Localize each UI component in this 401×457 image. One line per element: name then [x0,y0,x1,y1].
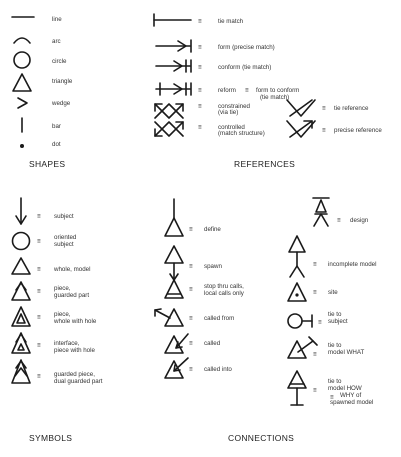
symbol-label-oriented: oriented [54,234,77,241]
triangle-shape-icon [13,74,31,91]
spawn-connection-icon [165,246,183,280]
conn-label-tie-how-4: spawned model [330,399,374,406]
constrained-reference-icon [155,104,183,118]
references-section [154,14,382,169]
conn-label-called: called [204,340,221,347]
equiv-sign: ≡ [313,387,317,394]
conn-label-called-from: called from [204,315,235,322]
conn-label-tie-subject-2: subject [328,318,348,325]
ref-label-constrained-via: (via tie) [218,109,239,116]
precise-reference-icon [287,121,315,137]
equiv-sign: ≡ [198,103,202,110]
equiv-sign: ≡ [37,213,41,220]
equiv-sign: ≡ [330,394,334,401]
equiv-sign: ≡ [37,373,41,380]
ref-label-controlled: controlled [218,124,245,131]
conn-label-design: design [350,217,369,224]
tie-match-icon [154,14,191,26]
conform-arrow-icon [156,60,191,72]
shape-label-bar: bar [52,123,61,130]
equiv-sign: ≡ [313,261,317,268]
wedge-shape-icon [18,98,27,108]
shape-label-dot: dot [52,141,61,148]
equiv-sign: ≡ [318,319,322,326]
shape-label-line: line [52,16,62,23]
dot-shape-icon [20,144,24,148]
ref-label-precise-reference: precise reference [334,127,382,134]
equiv-sign: ≡ [198,87,202,94]
conn-label-stop: stop thru calls, [204,283,244,290]
ref-label-controlled-match: (match structure) [218,130,265,137]
arc-shape-icon [14,38,30,43]
symbol-label-guarded-part: guarded part [54,292,90,299]
symbol-label-dual-guarded: dual guarded part [54,378,103,385]
whole-with-hole-icon [12,307,30,326]
conn-label-spawn: spawn [204,263,222,270]
equiv-sign: ≡ [198,18,202,25]
conn-label-tie-how-2: model HOW [328,385,362,392]
ref-label-reform-form: form to conform [256,87,300,94]
conn-label-called-into: called into [204,366,232,373]
ref-label-constrained: constrained [218,103,250,110]
equiv-sign: ≡ [245,87,249,94]
symbol-label-oriented-subject: subject [54,241,74,248]
ref-label-reform-tie: (tie match) [260,94,290,101]
ref-label-reform: reform [218,87,236,94]
tie-reference-icon [287,100,315,116]
called-into-icon [165,358,188,378]
shapes-section [12,16,73,169]
define-connection-icon [165,199,183,236]
shape-label-wedge: wedge [52,100,71,107]
conn-label-incomplete: incomplete model [328,261,377,268]
site-triangle-icon [288,283,306,301]
equiv-sign: ≡ [189,315,193,322]
equiv-sign: ≡ [337,217,341,224]
tie-to-subject-icon [288,314,312,328]
equiv-sign: ≡ [37,342,41,349]
ref-label-form: form (precise match) [218,44,275,51]
reform-arrow-icon [156,83,191,95]
dual-guarded-piece-icon [12,360,30,383]
section-title-references: REFERENCES [234,159,296,169]
equiv-sign: ≡ [322,105,326,112]
incomplete-model-icon [289,236,305,277]
symbol-label-whole: whole, model [54,266,91,273]
circle-shape-icon [14,52,30,68]
shape-label-arc: arc [52,38,61,45]
section-title-shapes: SHAPES [29,159,66,169]
section-title-symbols: SYMBOLS [29,433,73,443]
shape-label-circle: circle [52,58,67,65]
guarded-piece-icon [12,282,30,300]
equiv-sign: ≡ [198,124,202,131]
called-from-icon [155,309,183,326]
equiv-sign: ≡ [37,314,41,321]
controlled-reference-icon [155,122,183,136]
equiv-sign: ≡ [313,351,317,358]
conn-label-tie-how: tie to [328,378,342,385]
interface-piece-icon [12,333,30,353]
equiv-sign: ≡ [189,340,193,347]
conn-label-local-calls: local calls only [204,290,244,297]
equiv-sign: ≡ [189,263,193,270]
equiv-sign: ≡ [322,127,326,134]
shape-label-triangle: triangle [52,78,73,85]
stop-thru-calls-icon [165,280,183,298]
symbol-label-interface: interface, [54,340,80,347]
conn-label-define: define [204,226,221,233]
symbol-label-piece-with-hole: piece with hole [54,347,95,354]
oriented-subject-circle-icon [13,233,30,250]
symbols-section [12,198,103,443]
equiv-sign: ≡ [198,44,202,51]
equiv-sign: ≡ [313,289,317,296]
conn-label-tie-how-3: WHY of [340,392,362,399]
equiv-sign: ≡ [37,288,41,295]
ref-label-conform: conform (tie match) [218,64,272,71]
whole-model-triangle-icon [12,258,30,274]
subject-arrow-icon [16,198,26,224]
called-connection-icon [165,334,188,353]
conn-label-tie-subject: tie to [328,311,342,318]
tie-to-model-how-icon [288,371,306,405]
equiv-sign: ≡ [37,238,41,245]
section-title-connections: CONNECTIONS [228,433,295,443]
equiv-sign: ≡ [198,64,202,71]
equiv-sign: ≡ [189,286,193,293]
form-arrow-icon [156,40,191,52]
symbol-label-piece: piece, [54,285,71,292]
symbol-label-subject: subject [54,213,74,220]
ref-label-tie-match: tie match [218,18,244,25]
symbol-label-whole-with-hole: whole with hole [54,318,97,325]
symbol-label-hole-piece: piece, [54,311,71,318]
conn-label-site: site [328,289,338,296]
ref-label-tie-reference: tie reference [334,105,369,112]
equiv-sign: ≡ [189,226,193,233]
symbol-label-guarded-piece: guarded piece, [54,371,95,378]
equiv-sign: ≡ [189,366,193,373]
equiv-sign: ≡ [37,266,41,273]
design-figure-icon [313,198,329,226]
conn-label-tie-what: tie to [328,342,342,349]
connections-section [155,198,377,443]
conn-label-tie-what-2: model WHAT [328,349,365,356]
